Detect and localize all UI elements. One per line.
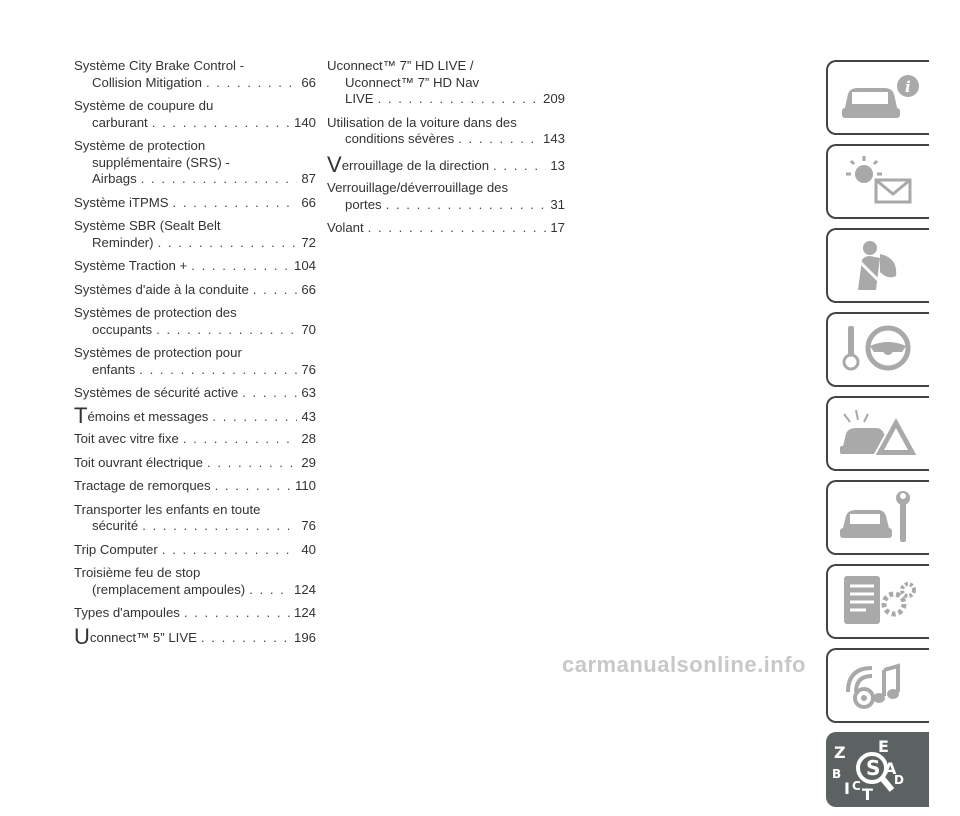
entry-leader-line	[74, 195, 316, 212]
entry-line: Troisième feu de stop	[74, 565, 201, 580]
leader-dots	[215, 478, 291, 495]
chapter-tabs	[826, 60, 930, 816]
index-entry-uconnect-5[interactable]: Uconnect™ 5” LIVE . . . 196	[74, 629, 316, 646]
entry-line: Système de protection	[74, 138, 206, 153]
page-number: 70	[301, 321, 316, 337]
svg-text:D: D	[894, 773, 904, 787]
leader-dots	[152, 115, 290, 132]
entry-title: carburant	[92, 114, 148, 130]
entry-leader-line	[74, 605, 316, 622]
entry-leader-line	[74, 115, 316, 132]
entry-title: Système iTPMS	[74, 194, 169, 210]
emergency-icon	[836, 404, 926, 464]
page-number: 40	[301, 541, 316, 557]
svg-text:C: C	[852, 779, 861, 793]
index-entry[interactable]	[74, 305, 316, 338]
entry-line: Transporter les enfants en toute	[74, 501, 261, 517]
entry-title: Systèmes d'aide à la conduite	[74, 281, 249, 297]
entry-leader-line	[74, 258, 316, 275]
index-entry[interactable]	[74, 195, 316, 212]
leader-dots	[191, 258, 290, 275]
page-number: 66	[301, 194, 316, 210]
page-number: 87	[301, 171, 316, 186]
leader-dots	[184, 605, 290, 622]
leader-dots	[242, 385, 297, 402]
entry-leader-line	[74, 478, 316, 495]
entry-title: Collision Mitigation	[92, 74, 202, 90]
leader-dots	[206, 75, 297, 92]
index-entry-uconnect-7[interactable]: Uconnect™ 7” HD LIVE / Uconnect™ 7” HD Nav LIVE . . . 209	[327, 58, 565, 108]
section-letter-u: U	[74, 623, 90, 649]
svg-text:S: S	[866, 756, 881, 780]
watermark: carmanualsonline.info	[562, 652, 806, 677]
entry-title: (remplacement ampoules)	[92, 581, 246, 597]
index-entry-temoins[interactable]: Témoins et messages . . . 43	[74, 408, 316, 425]
entry-title: Trip Computer	[74, 541, 158, 557]
entry-line: supplémentaire (SRS) -	[92, 154, 230, 170]
maintenance-icon	[836, 488, 926, 548]
page-number: 124	[293, 581, 316, 597]
index-entry[interactable]	[74, 138, 316, 188]
entry-leader-line	[74, 518, 316, 535]
index-entry-verrouillage-portes[interactable]: Verrouillage/déverrouillage des portes . . . 31	[327, 180, 565, 213]
index-entry-utilisation[interactable]: Utilisation de la voiture dans des conditions sévères . . . 143	[327, 115, 565, 148]
leader-dots	[249, 582, 290, 599]
entry-leader-line	[74, 455, 316, 472]
index-entry[interactable]	[74, 605, 316, 622]
leader-dots	[141, 171, 298, 188]
entry-title: Types d'ampoules	[74, 605, 180, 620]
entry-line: Système SBR (Sealt Belt	[74, 218, 221, 233]
entry-leader-line	[74, 362, 316, 379]
index-entry[interactable]	[74, 98, 316, 131]
index-entry-verrouillage-direction[interactable]: Verrouillage de la direction . . . 13	[327, 157, 565, 174]
page-number: 66	[301, 74, 316, 90]
page-number: 63	[301, 385, 316, 400]
leader-dots	[253, 282, 298, 299]
entry-title: Tractage de remorques	[74, 478, 211, 493]
leader-dots	[207, 455, 297, 472]
index-entry[interactable]	[74, 58, 316, 91]
entry-line: Systèmes de protection pour	[74, 345, 242, 360]
entry-leader-line	[74, 542, 316, 559]
safety-airbag-icon	[836, 236, 926, 296]
index-entry[interactable]	[74, 565, 316, 598]
index-entry[interactable]	[74, 542, 316, 559]
page-number: 29	[301, 454, 316, 470]
svg-text:I: I	[844, 779, 850, 798]
leader-dots	[139, 362, 297, 379]
index-entry[interactable]	[74, 258, 316, 275]
leader-dots	[142, 518, 297, 535]
entry-leader-line	[74, 235, 316, 252]
entry-leader-line	[74, 171, 316, 188]
entry-line: Système City Brake Control -	[74, 58, 245, 73]
index-entry[interactable]	[74, 282, 316, 299]
entry-title: enfants	[92, 361, 136, 377]
entry-line: Système de coupure du	[74, 98, 214, 113]
entry-leader-line	[74, 582, 316, 599]
entry-title: Systèmes de sécurité active	[74, 385, 239, 400]
entry-leader-line	[74, 431, 316, 448]
entry-title: Toit avec vitre fixe	[74, 431, 179, 446]
index-entry[interactable]	[74, 502, 316, 535]
index-column-2	[327, 58, 565, 244]
entry-title: Toit ouvrant électrique	[74, 454, 204, 470]
svg-text:Z: Z	[834, 743, 846, 762]
leader-dots	[173, 195, 298, 212]
svg-text:i: i	[905, 78, 911, 96]
index-entry-volant[interactable]: Volant . . . 17	[327, 220, 565, 237]
section-letter-v: V	[327, 151, 342, 177]
page-number: 76	[301, 361, 316, 377]
page-number: 110	[294, 478, 316, 493]
index-column-1	[74, 58, 316, 652]
index-entry[interactable]	[74, 455, 316, 472]
entry-leader-line	[74, 385, 316, 402]
technical-data-icon	[836, 572, 926, 632]
entry-title: Système Traction +	[74, 258, 188, 273]
svg-text:T: T	[862, 785, 873, 802]
tab-safety[interactable]	[826, 228, 929, 303]
leader-dots	[183, 431, 298, 448]
leader-dots	[158, 235, 298, 252]
svg-text:E: E	[878, 738, 889, 756]
page-number: 76	[301, 518, 316, 533]
car-info-icon	[836, 68, 926, 128]
page-number: 140	[293, 114, 316, 130]
tab-warning-lights[interactable]	[826, 144, 929, 219]
leader-dots	[156, 322, 297, 339]
index-icon	[830, 738, 926, 802]
index-entry[interactable]	[74, 218, 316, 251]
entry-title: sécurité	[92, 518, 139, 533]
page-number: 124	[293, 605, 316, 620]
warning-lights-icon	[836, 152, 926, 212]
tab-car-info[interactable]	[826, 60, 929, 135]
tab-emergency[interactable]	[826, 396, 929, 471]
tab-index[interactable]	[826, 732, 929, 807]
entry-leader-line	[74, 322, 316, 339]
entry-line: Systèmes de protection des	[74, 305, 237, 320]
section-letter-t: T	[74, 402, 88, 428]
tab-starting-driving[interactable]	[826, 312, 929, 387]
page-number: 72	[301, 234, 316, 250]
index-entry[interactable]	[74, 431, 316, 448]
entry-leader-line	[74, 75, 316, 92]
svg-text:A: A	[884, 759, 897, 778]
entry-title: occupants	[92, 321, 153, 337]
entry-leader-line	[74, 282, 316, 299]
page-number: 66	[301, 281, 316, 297]
tab-maintenance[interactable]	[826, 480, 929, 555]
index-entry[interactable]	[74, 478, 316, 495]
page-number: 28	[301, 431, 316, 446]
leader-dots	[162, 542, 298, 559]
steering-key-icon	[836, 320, 926, 380]
svg-text:B: B	[832, 767, 842, 781]
tab-technical-data[interactable]	[826, 564, 929, 639]
entry-title: Reminder)	[92, 234, 154, 250]
page-number: 104	[293, 258, 316, 273]
index-entry[interactable]	[74, 385, 316, 402]
index-entry[interactable]	[74, 345, 316, 378]
entry-title: Airbags	[92, 171, 137, 186]
